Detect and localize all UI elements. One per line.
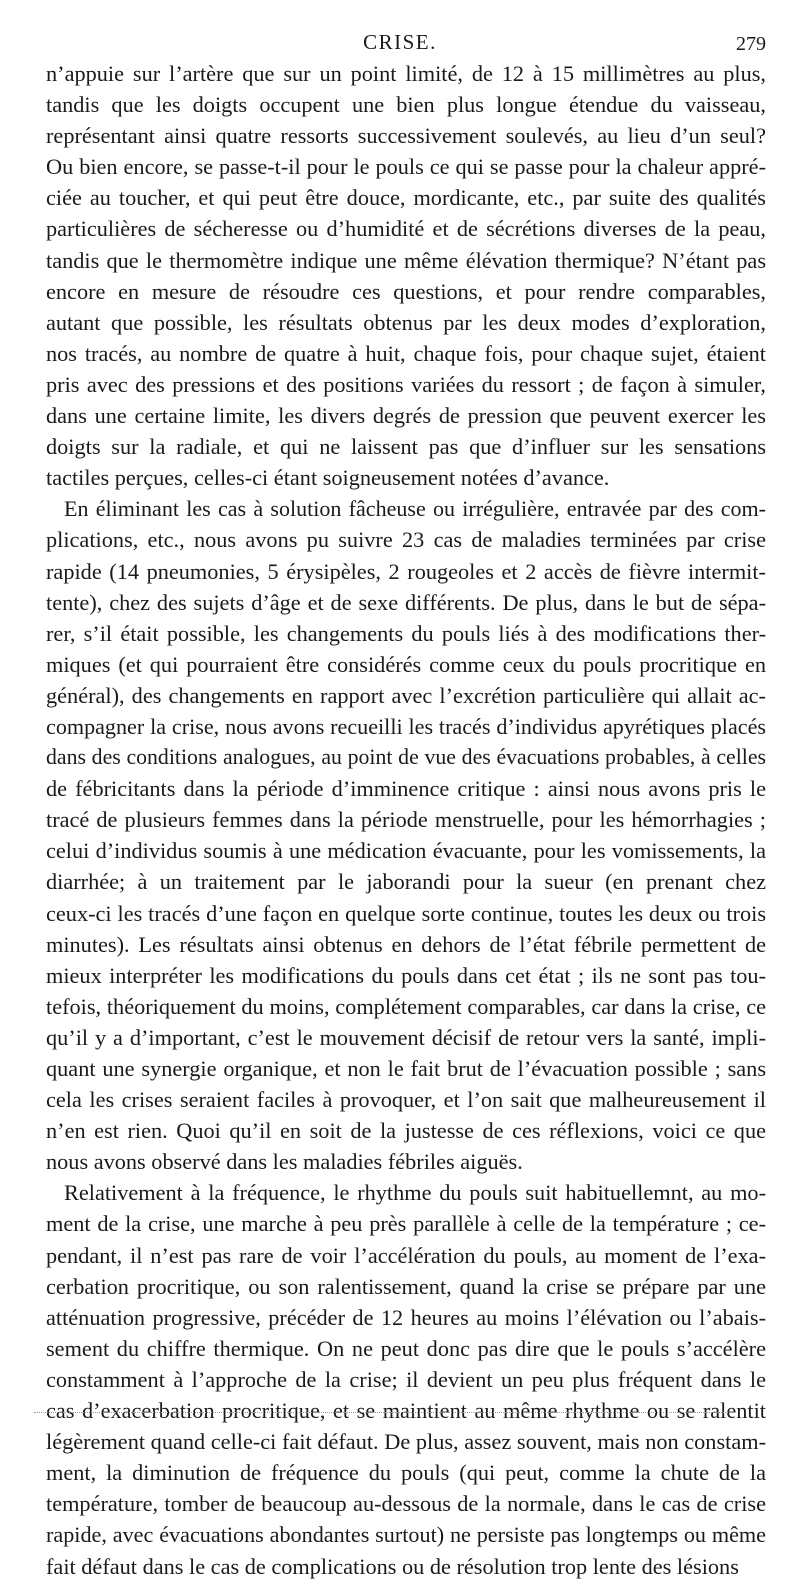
text-line: En éliminant les cas à solution fâcheuse ou irrégulière, entravée par des com-	[64, 496, 766, 522]
text-line: minutes). Les résultats ainsi obtenus en dehors de l’état fébrile permettent de	[46, 931, 766, 957]
text-line: atténuation progressive, précéder de 12 heures au moins l’élévation ou l’abais-	[46, 1304, 766, 1330]
text-line: doigts sur la radiale, et qui ne laissent pas que d’influer sur les sensations	[46, 434, 766, 460]
text-line: constamment à l’approche de la crise; il devient un peu plus fréquent dans le	[46, 1366, 766, 1392]
text-line: pris avec des pressions et des positions variées du ressort ; de façon à simuler,	[46, 371, 766, 397]
text-line: de fébricitants dans la période d’imminence critique : ainsi nous avons pris le	[46, 776, 766, 802]
text-line: Ou bien encore, se passe-t-il pour le pouls ce qui se passe pour la chaleur appré-	[46, 154, 766, 180]
text-line: miques (et qui pourraient être considérés comme ceux du pouls procritique en	[46, 651, 766, 677]
text-line: cas d’exacerbation procritique, et se maintient au même rhythme ou se ralentit	[46, 1398, 766, 1424]
text-line: particulières de sécheresse ou d’humidité et de sécrétions diverses de la peau,	[46, 216, 766, 242]
text-line: légèrement quand celle-ci fait défaut. De plus, assez souvent, mais non constam-	[46, 1429, 766, 1455]
text-line: qu’il y a d’important, c’est le mouvement décisif de retour vers la santé, impli-	[46, 1024, 766, 1050]
text-line: Relativement à la fréquence, le rhythme du pouls suit habituellemnt, au mo-	[64, 1180, 766, 1206]
text-line: tactiles perçues, celles-ci étant soigneusement notées d’avance.	[46, 465, 610, 491]
text-line: représentant ainsi quatre ressorts successivement soulevés, au lieu d’un seul?	[46, 123, 766, 149]
text-line: rapide (14 pneumonies, 5 érysipèles, 2 rougeoles et 2 accès de fièvre intermit-	[46, 558, 766, 584]
text-line: n’appuie sur l’artère que sur un point limité, de 12 à 15 millimètres au plus,	[46, 61, 766, 86]
text-line: rapide, avec évacuations abondantes surtout) ne persiste pas longtemps ou même	[46, 1522, 766, 1548]
running-head	[0, 30, 800, 56]
paragraph-1	[46, 58, 766, 493]
text-line: plications, etc., nous avons pu suivre 23 cas de maladies terminées par crise	[46, 527, 766, 553]
text-line: tente), chez des sujets d’âge et de sexe différents. De plus, dans le but de sépa-	[46, 589, 766, 615]
text-line: celui d’individus soumis à une médication évacuante, pour les vomissements, la	[46, 838, 766, 864]
text-line: ciée au toucher, et qui peut être douce, mordicante, etc., par suite des qualités	[46, 185, 766, 211]
text-line: n’en est rien. Quoi qu’il en soit de la justesse de ces réflexions, voici ce que	[46, 1118, 766, 1144]
text-line: tefois, théoriquement du moins, complétement comparables, car dans la crise, ce	[46, 993, 766, 1019]
text-line: dans des conditions analogues, au point de vue des évacuations probables, à celles	[46, 745, 766, 770]
text-line: quant une synergie organique, et non le fait brut de l’évacuation possible ; sans	[46, 1056, 766, 1081]
text-line: pendant, il n’est pas rare de voir l’accélération du pouls, au moment de l’exa-	[46, 1242, 766, 1268]
page-number: 279	[736, 33, 766, 55]
text-line: sement du chiffre thermique. On ne peut donc pas dire que le pouls s’accélère	[46, 1335, 766, 1361]
text-line: ceux-ci les tracés d’une façon en quelque sorte continue, toutes les deux ou trois	[46, 900, 766, 926]
text-line: cela les crises seraient faciles à provoquer, et l’on sait que malheureusement il	[46, 1087, 766, 1113]
text-line: rer, s’il était possible, les changements du pouls liés à des modifications ther-	[46, 620, 766, 646]
paragraph-3	[46, 1177, 766, 1581]
text-line: compagner la crise, nous avons recueilli les tracés d’individus apyrétiques placés	[46, 713, 766, 739]
text-line: tracé de plusieurs femmes dans la période menstruelle, pour les hémorrhagies ;	[46, 807, 766, 833]
text-line: autant que possible, les résultats obtenus par les deux modes d’exploration,	[46, 309, 766, 335]
footer-dotted-rule	[34, 1412, 734, 1413]
text-line: tandis que le thermomètre indique une même élévation thermique? N’étant pas	[46, 247, 766, 273]
text-line: diarrhée; à un traitement par le jaborandi pour la sueur (en prenant chez	[46, 869, 766, 895]
paragraph-2	[46, 493, 766, 1177]
text-line: dans une certaine limite, les divers degrés de pression que peuvent exercer les	[46, 403, 766, 429]
running-title: CRISE.	[363, 30, 437, 54]
text-line: encore en mesure de résoudre ces questions, et pour rendre comparables,	[46, 278, 766, 304]
text-line: ment, la diminution de fréquence du pouls (qui peut, comme la chute de la	[46, 1460, 766, 1486]
body-text	[46, 58, 766, 1582]
text-line: ment de la crise, une marche à peu près parallèle à celle de la température ; ce-	[46, 1211, 766, 1237]
text-line: mieux interpréter les modifications du pouls dans cet état ; ils ne sont pas tou-	[46, 962, 766, 988]
text-line: nos tracés, au nombre de quatre à huit, chaque fois, pour chaque sujet, étaient	[46, 340, 766, 366]
text-line: cerbation procritique, ou son ralentissement, quand la crise se prépare par une	[46, 1273, 766, 1299]
text-line: nous avons observé dans les maladies fébriles aiguës.	[46, 1149, 523, 1175]
text-line: température, tomber de beaucoup au-dessous de la normale, dans le cas de crise	[46, 1491, 766, 1517]
text-line: fait défaut dans le cas de complications ou de résolution trop lente des lésions	[46, 1553, 739, 1579]
text-line: tandis que les doigts occupent une bien plus longue étendue du vaisseau,	[46, 92, 766, 118]
text-line: général), des changements en rapport avec l’excrétion particulière qui allait ac-	[46, 682, 766, 708]
